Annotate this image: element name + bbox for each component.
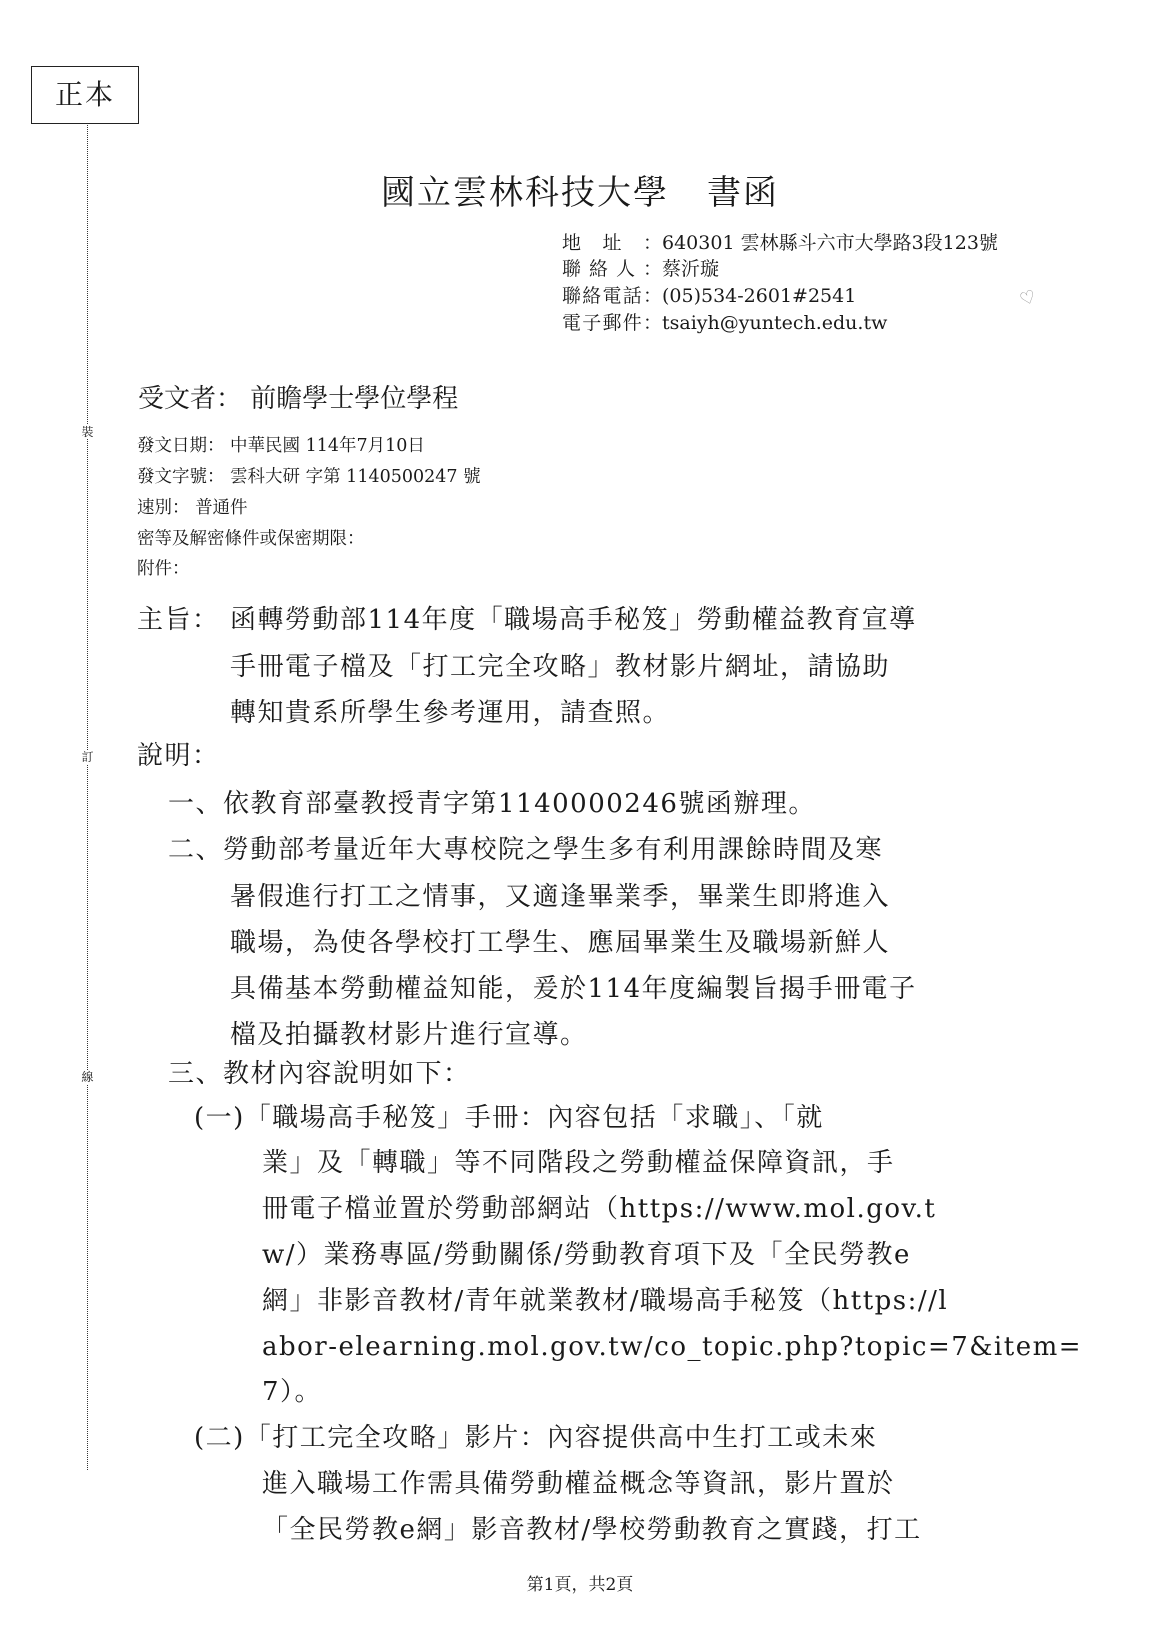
sub-item-1-line: w/）業務專區/勞動關係/勞動教育項下及「全民勞教e <box>262 1240 911 1270</box>
email-label: 電子郵件： <box>562 312 662 334</box>
binding-mark-bottom: 線 <box>81 1070 94 1084</box>
recipient <box>138 378 458 415</box>
speed-class: 速別： 普通件 <box>137 498 248 518</box>
ink-mark-icon: ♡ <box>1016 285 1040 312</box>
sub-item-2-line: 「全民勞教e網」影音教材/學校勞動教育之實踐，打工 <box>262 1515 922 1545</box>
email-value: tsaiyh@yuntech.edu.tw <box>662 312 888 334</box>
binding-mark-middle: 訂 <box>81 750 94 764</box>
person-label: 聯絡人： <box>562 258 662 280</box>
phone-label: 聯絡電話： <box>562 285 662 307</box>
binding-mark-top: 裝 <box>81 425 94 439</box>
sub-item-1-line: 冊電子檔並置於勞動部網站（https://www.mol.gov.t <box>262 1194 937 1224</box>
subject-line: 函轉勞動部114年度「職場高手秘笈」勞動權益教育宣導 <box>230 605 917 635</box>
subject-line: 手冊電子檔及「打工完全攻略」教材影片網址，請協助 <box>230 652 891 682</box>
explanation-item-2-line: 暑假進行打工之情事，又適逢畢業季，畢業生即將進入 <box>230 882 891 912</box>
original-copy-stamp: 正本 <box>31 66 139 124</box>
explanation-item-2-line: 具備基本勞動權益知能，爰於114年度編製旨揭手冊電子 <box>230 974 917 1004</box>
person-value: 蔡沂璇 <box>662 258 720 280</box>
contact-address <box>562 230 998 256</box>
subject-line: 轉知貴系所學生參考運用，請查照。 <box>230 698 671 728</box>
explanation-label: 說明： <box>137 741 220 771</box>
address-label: 地址： <box>562 232 662 254</box>
issue-number: 發文字號： 雲科大研 字第 1140500247 號 <box>137 467 481 487</box>
secrecy-level: 密等及解密條件或保密期限： <box>137 529 365 549</box>
recipient-label: 受文者： <box>138 384 243 414</box>
sub-item-1-line: abor-elearning.mol.gov.tw/co_topic.php?topic=7&item= <box>262 1332 1083 1362</box>
explanation-item-2-line: 檔及拍攝教材影片進行宣導。 <box>230 1020 588 1050</box>
recipient-value: 前瞻學士學位學程 <box>250 384 459 414</box>
address-value: 640301 雲林縣斗六市大學路3段123號 <box>662 232 998 254</box>
explanation-item-1: 一、依教育部臺教授青字第1140000246號函辦理。 <box>168 789 816 819</box>
sub-item-2-line: (二)「打工完全攻略」影片：內容提供高中生打工或未來 <box>194 1423 878 1453</box>
contact-person <box>562 256 719 282</box>
explanation-item-2-line: 二、勞動部考量近年大專校院之學生多有利用課餘時間及寒 <box>168 835 884 865</box>
explanation-item-2-line: 職場，為使各學校打工學生、應屆畢業生及職場新鮮人 <box>230 928 891 958</box>
subject-label: 主旨： <box>137 605 220 635</box>
page-number: 第1頁，共2頁 <box>526 1575 634 1595</box>
contact-phone <box>562 283 856 309</box>
binding-dotted-line <box>87 125 88 1470</box>
explanation-item-3: 三、教材內容說明如下： <box>168 1059 471 1089</box>
attachment: 附件： <box>137 559 190 579</box>
sub-item-2-line: 進入職場工作需具備勞動權益概念等資訊，影片置於 <box>262 1469 895 1499</box>
issue-date: 發文日期： 中華民國 114年7月10日 <box>137 436 425 456</box>
sub-item-1-line: 業」及「轉職」等不同階段之勞動權益保障資訊，手 <box>262 1148 895 1178</box>
sub-item-1-line: 網」非影音教材/青年就業教材/職場高手秘笈（https://l <box>262 1286 949 1316</box>
contact-email <box>562 310 887 336</box>
phone-value: (05)534-2601#2541 <box>662 285 857 307</box>
title-doc-type: 書函 <box>707 173 779 213</box>
sub-item-1-line: (一)「職場高手秘笈」手冊：內容包括「求職」、「就 <box>194 1103 824 1133</box>
document-title <box>0 165 1160 214</box>
title-organization: 國立雲林科技大學 <box>381 173 669 213</box>
sub-item-1-line: 7）。 <box>262 1377 323 1407</box>
